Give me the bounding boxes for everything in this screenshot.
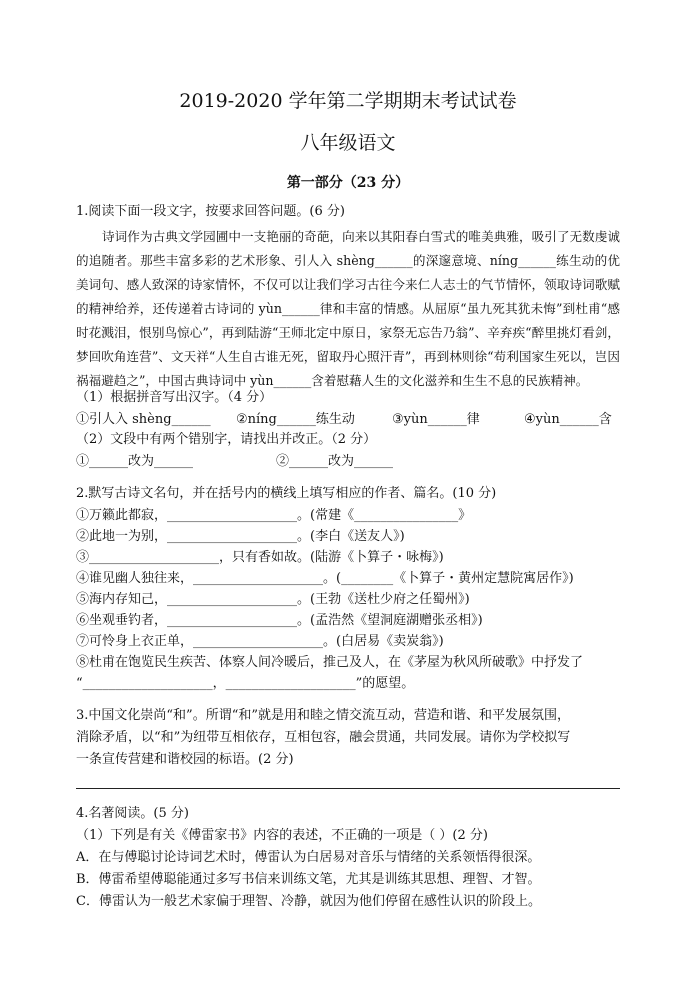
q2-stem: 2.默写古诗文名句，并在括号内的横线上填写相应的作者、篇名。(10 分) xyxy=(76,486,497,501)
q4-stem: 4.名著阅读。(5 分) xyxy=(76,806,189,821)
q2-line-5: ⑤海内存知己，____________________。(王勃《送杜少府之任蜀州》) xyxy=(76,592,470,607)
q4-option-c: C．傅雷认为一般艺术家偏于理智、冷静，就因为他们停留在感性认识的阶段上。 xyxy=(76,894,541,909)
q2-line-3: ③____________________，只有香如故。(陆游《卜算子・咏梅》) xyxy=(76,550,444,565)
q1-stem: 1.阅读下面一段文字，按要求回答问题。(6 分) xyxy=(76,204,345,219)
q2-line-8: ⑧杜甫在饱览民生疾苦、体察人间冷暖后，推己及人，在《茅屋为秋风所破歌》中抒发了 xyxy=(76,655,584,670)
q2-line-7: ⑦可怜身上衣正单，____________________。(白居易《卖炭翁》) xyxy=(76,634,444,649)
q1-passage-text: 诗词作为古典文学园圃中一支艳丽的奇葩，向来以其阳春白雪式的唯美典雅，吸引了无数虔诚的追随者。那些丰富多彩的艺术形象、引人入 shèng______的深邃意境、níng______练生动的优美词句、感人致深的诗家情怀，不仅可以让我们学习古往今来仁人志士的气节情怀，领取诗词歌赋的精神给养，还传递着古诗词的 yùn______律和丰富的情感。从屈原“虽九死其犹未悔”到杜甫“感时花溅泪，恨别鸟惊心”，再到陆游“王师北定中原日，家祭无忘告乃翁”、辛弃疾“醉里挑灯看剑，梦回吹角连营”、文天祥“人生自古谁无死，留取丹心照汗青”，再到林则徐“苟利国家生死以，岂因祸福避趋之”，中国古典诗词中 yùn______含着慰藉人生的文化滋养和生生不息的民族精神。 xyxy=(76,229,620,388)
q2-line-1: ①万籁此都寂，____________________。(常建《________________》 xyxy=(76,508,472,523)
q4-option-b: B．傅雷希望傅聪能通过多写书信来训练文笔，尤其是训练其思想、理智、才智。 xyxy=(76,872,541,887)
q2-line-9: “____________________，____________________”的愿望。 xyxy=(76,676,415,691)
q1-sub2: （2）文段中有两个错别字，请找出并改正。（2 分） xyxy=(76,432,377,447)
q1-fix-1: ①______改为______ xyxy=(76,454,194,469)
q1-sub1: （1）根据拼音写出汉字。（4 分） xyxy=(76,390,273,405)
part-heading: 第一部分（23 分） xyxy=(286,175,410,191)
q2-line-2: ②此地一为别，____________________。(李白《送友人》) xyxy=(76,529,405,544)
q1-blank-2: ②níng______练生动 xyxy=(236,412,355,427)
q3-answer-line xyxy=(76,788,620,789)
q2-line-4: ④谁见幽人独往来，____________________。(________《卜算子・黄州定慧院寓居作》) xyxy=(76,571,574,586)
q2-line-6: ⑥坐观垂钓者，____________________。(孟浩然《望洞庭湖赠张丞相》) xyxy=(76,613,483,628)
exam-title: 2019-2020 学年第二学期期末考试试卷 xyxy=(179,90,517,112)
q1-passage xyxy=(76,225,620,393)
q3-line-3: 一条宣传营建和谐校园的标语。(2 分) xyxy=(76,752,294,767)
q1-blank-1: ①引人入 shèng______ xyxy=(76,412,211,427)
q3-line-1: 3.中国文化崇尚“和”。所谓“和”就是用和睦之情交流互动，营造和谐、和平发展氛围， xyxy=(76,708,570,723)
q1-fix-2: ②______改为______ xyxy=(276,454,394,469)
q4-sub1: （1）下列是有关《傅雷家书》内容的表述，不正确的一项是（ ）(2 分) xyxy=(76,828,488,843)
exam-subtitle: 八年级语文 xyxy=(300,132,396,154)
q1-blank-3: ③yùn______律 xyxy=(392,412,480,427)
q3-line-2: 消除矛盾，以“和”为纽带互相依存，互相包容，融会贯通，共同发展。请你为学校拟写 xyxy=(76,730,571,745)
q4-option-a: A．在与傅聪讨论诗词艺术时，傅雷认为白居易对音乐与情绪的关系领悟得很深。 xyxy=(76,850,541,865)
q1-blank-4: ④yùn______含 xyxy=(524,412,612,427)
